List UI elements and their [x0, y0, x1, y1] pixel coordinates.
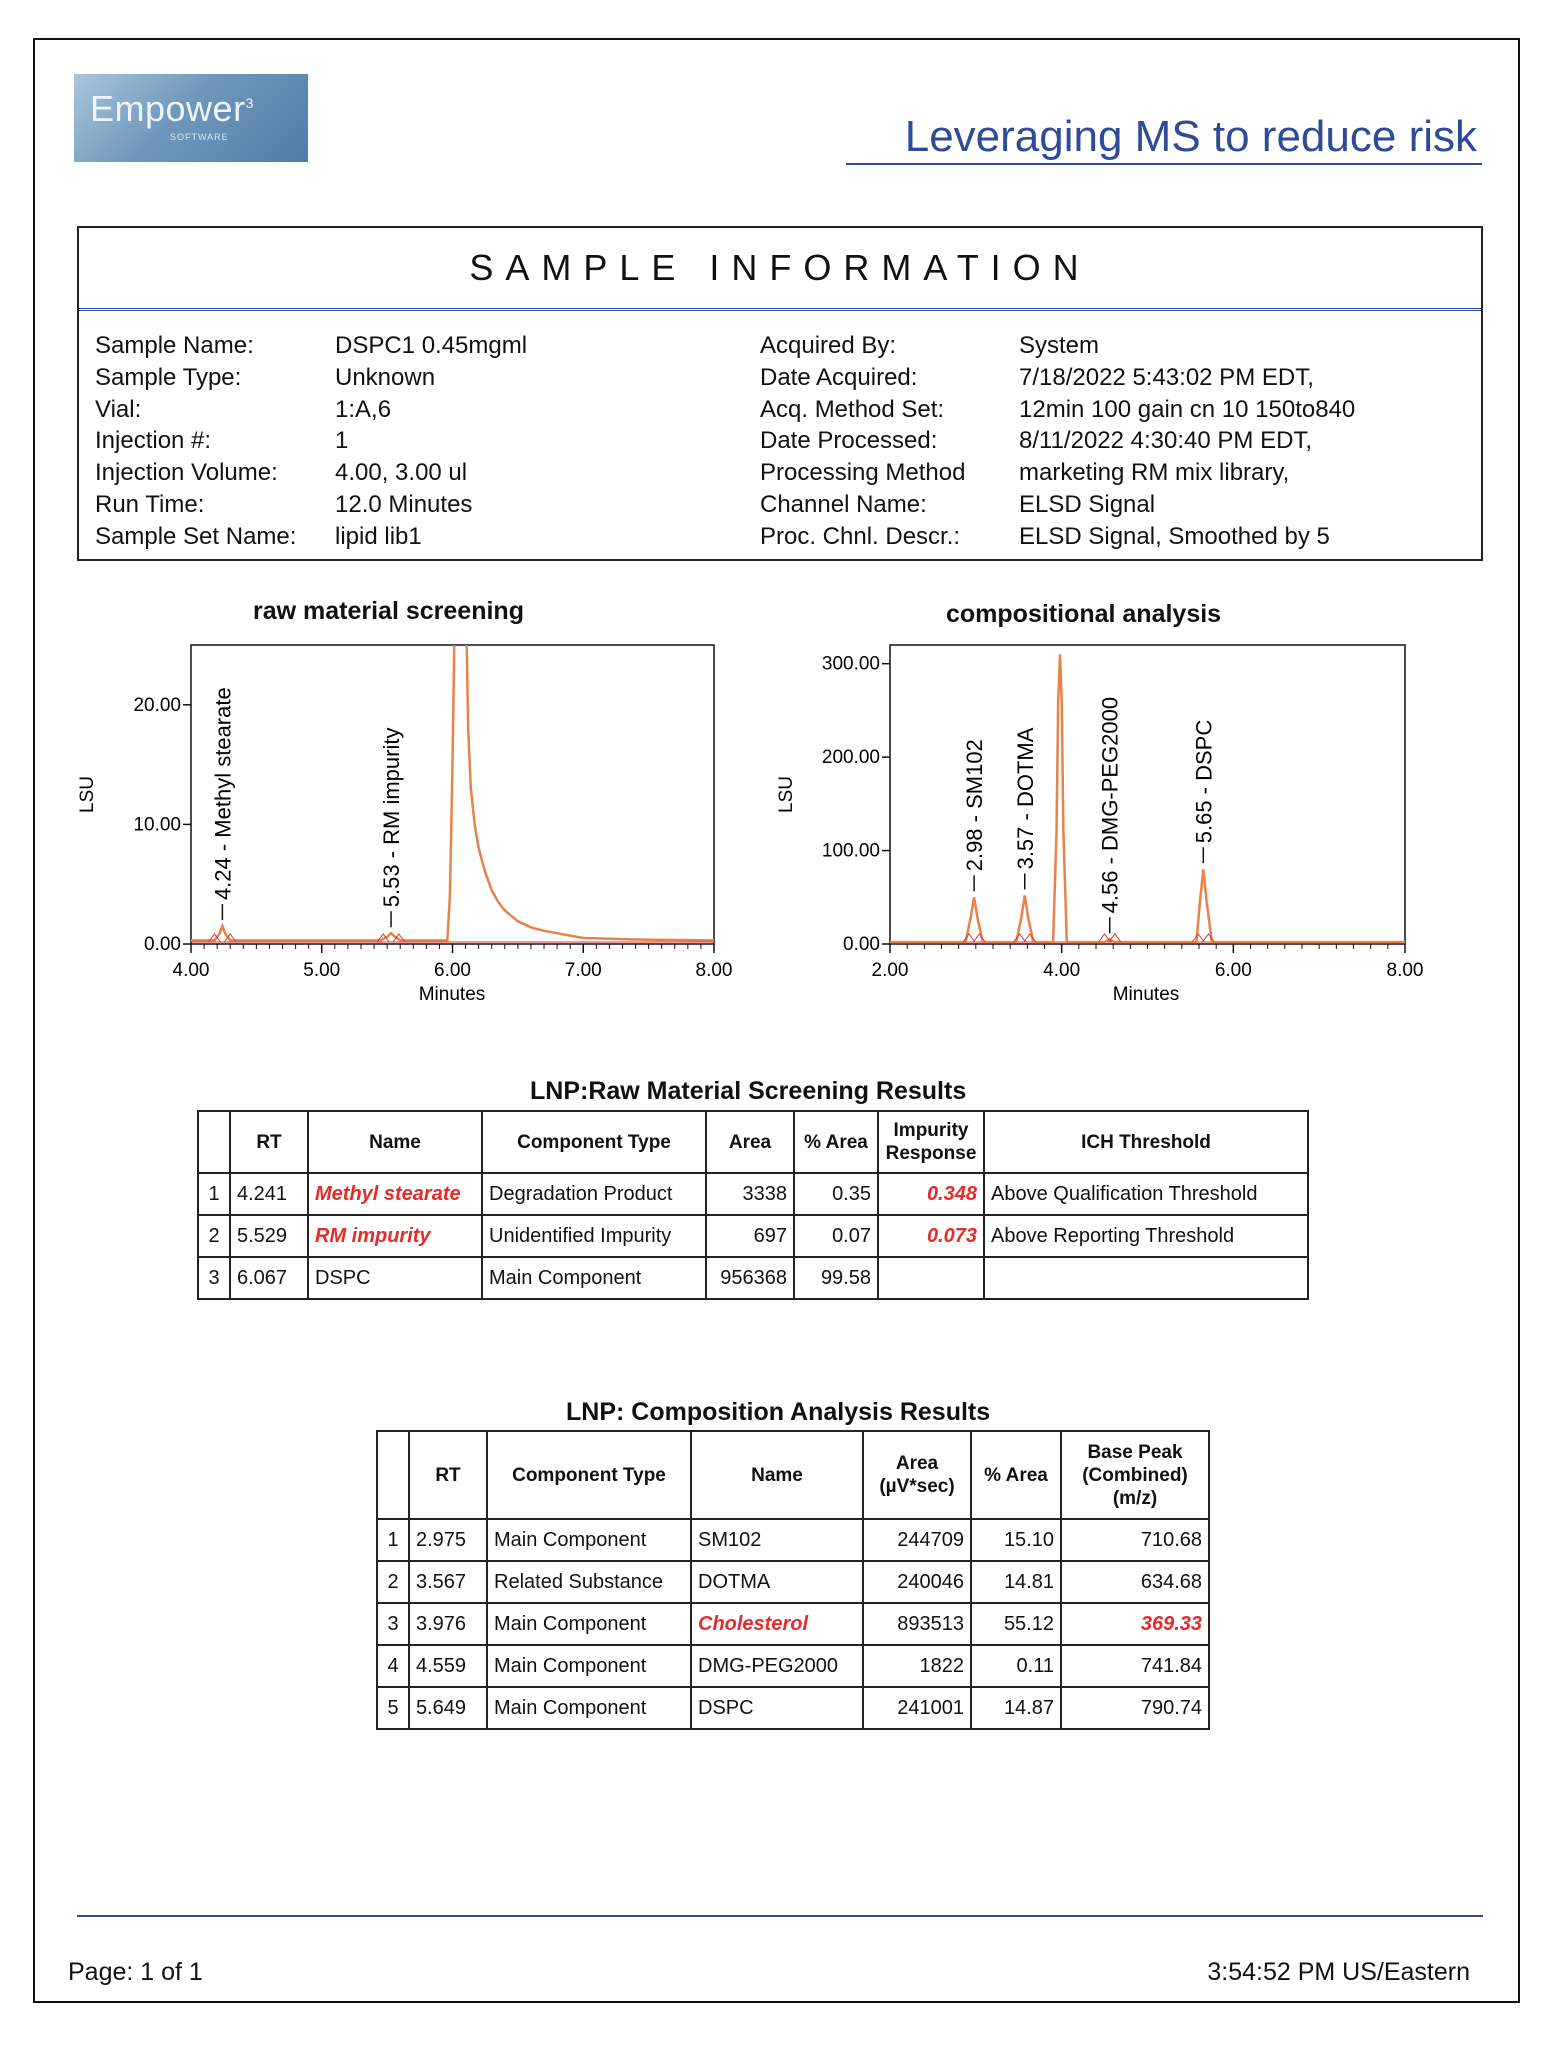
cell-pct: 14.87: [971, 1687, 1061, 1729]
row-index: 2: [377, 1561, 409, 1603]
x-axis-label: Minutes: [1112, 984, 1180, 1005]
info-label: Date Acquired:: [760, 363, 918, 391]
info-label: Processing Method: [760, 459, 966, 487]
info-value: marketing RM mix library,: [1019, 459, 1290, 487]
info-value: System: [1019, 332, 1100, 359]
row-index: 2: [198, 1215, 230, 1257]
cell-rt: 6.067: [230, 1257, 308, 1299]
info-label: Acq. Method Set:: [760, 395, 945, 423]
x-axis-label: Minutes: [418, 984, 486, 1005]
cell-area: 893513: [863, 1603, 971, 1645]
cell-mz: 369.33: [1061, 1603, 1209, 1645]
col-header: [377, 1431, 409, 1519]
cell-ich: Above Qualification Threshold: [984, 1173, 1308, 1215]
row-index: 4: [377, 1645, 409, 1687]
x-tick-label: 5.00: [303, 960, 341, 981]
sample-information-heading: SAMPLE INFORMATION: [79, 228, 1481, 311]
cell-area: 3338: [706, 1173, 794, 1215]
col-header: Name: [308, 1111, 482, 1173]
cell-pct: 0.07: [794, 1215, 878, 1257]
cell-type: Main Component: [487, 1687, 691, 1729]
col-header: RT: [230, 1111, 308, 1173]
cell-rt: 2.975: [409, 1519, 487, 1561]
footer-rule: [77, 1915, 1483, 1917]
raw-material-results-table: [197, 1110, 1309, 1300]
cell-type: Main Component: [487, 1519, 691, 1561]
chart-title-raw: raw material screening: [253, 597, 524, 625]
cell-type: Unidentified Impurity: [482, 1215, 706, 1257]
x-tick-label: 2.00: [871, 960, 909, 981]
cell-name: Cholesterol: [691, 1603, 863, 1645]
peak-label: 5.53 - RM impurity: [379, 727, 405, 908]
info-label: Channel Name:: [760, 490, 927, 518]
info-value: 12.0 Minutes: [335, 490, 473, 518]
cell-name: DMG-PEG2000: [691, 1645, 863, 1687]
cell-area: 697: [706, 1215, 794, 1257]
row-index: 1: [377, 1519, 409, 1561]
cell-type: Main Component: [487, 1603, 691, 1645]
cell-name: Methyl stearate: [308, 1173, 482, 1215]
peak-label: 5.65 - DSPC: [1191, 719, 1217, 844]
col-header: Component Type: [482, 1111, 706, 1173]
cell-rt: 4.559: [409, 1645, 487, 1687]
chromatogram-trace: [191, 406, 714, 941]
raw-table-title: LNP:Raw Material Screening Results: [530, 1077, 967, 1105]
cell-type: Degradation Product: [482, 1173, 706, 1215]
info-label: Proc. Chnl. Descr.:: [760, 522, 961, 550]
composition-results-table: [376, 1430, 1210, 1730]
table-row: [377, 1519, 1209, 1561]
cell-ich: Above Reporting Threshold: [984, 1215, 1308, 1257]
cell-mz: 790.74: [1061, 1687, 1209, 1729]
cell-type: Related Substance: [487, 1561, 691, 1603]
cell-area: 244709: [863, 1519, 971, 1561]
cell-pct: 55.12: [971, 1603, 1061, 1645]
x-tick-label: 4.00: [172, 960, 210, 981]
cell-rt: 4.241: [230, 1173, 308, 1215]
cell-area: 241001: [863, 1687, 971, 1729]
info-value: 8/11/2022 4:30:40 PM EDT,: [1019, 427, 1313, 455]
row-index: 5: [377, 1687, 409, 1729]
y-tick-label: 10.00: [133, 814, 181, 836]
y-tick-label: 20.00: [133, 694, 181, 716]
print-time: 3:54:52 PM US/Eastern: [1207, 1958, 1470, 1986]
info-label: Sample Name:: [95, 332, 254, 359]
y-axis-label: LSU: [776, 776, 797, 813]
table-row: [198, 1173, 1308, 1215]
cell-mz: 634.68: [1061, 1561, 1209, 1603]
peak-label: 2.98 - SM102: [962, 739, 988, 872]
cell-name: SM102: [691, 1519, 863, 1561]
info-value: Unknown: [335, 363, 436, 391]
table-row: [377, 1687, 1209, 1729]
page-number: Page: 1 of 1: [68, 1958, 203, 1986]
composition-table-title: LNP: Composition Analysis Results: [566, 1398, 991, 1426]
cell-name: DOTMA: [691, 1561, 863, 1603]
table-row: [377, 1561, 1209, 1603]
cell-mz: 710.68: [1061, 1519, 1209, 1561]
col-header: Area: [706, 1111, 794, 1173]
info-value: ELSD Signal, Smoothed by 5: [1019, 522, 1330, 550]
cell-name: DSPC: [691, 1687, 863, 1729]
info-value: lipid lib1: [335, 522, 422, 550]
cell-rt: 3.567: [409, 1561, 487, 1603]
cell-rt: 5.649: [409, 1687, 487, 1729]
col-header: Component Type: [487, 1431, 691, 1519]
info-label: Run Time:: [95, 490, 205, 518]
cell-impurity: [878, 1257, 984, 1299]
peak-label: 4.24 - Methyl stearate: [210, 687, 236, 901]
col-header: RT: [409, 1431, 487, 1519]
table-row: [377, 1645, 1209, 1687]
col-header: [198, 1111, 230, 1173]
col-header: % Area: [971, 1431, 1061, 1519]
col-header: Impurity Response: [878, 1111, 984, 1173]
cell-name: DSPC: [308, 1257, 482, 1299]
cell-impurity: 0.348: [878, 1173, 984, 1215]
col-header: ICH Threshold: [984, 1111, 1308, 1173]
table-row: [198, 1257, 1308, 1299]
x-tick-label: 7.00: [564, 960, 602, 981]
col-header: % Area: [794, 1111, 878, 1173]
col-header: Base Peak (Combined) (m/z): [1061, 1431, 1209, 1519]
cell-pct: 15.10: [971, 1519, 1061, 1561]
y-tick-label: 100.00: [821, 840, 880, 862]
y-axis-label: LSU: [77, 776, 98, 813]
table-header-row: [377, 1431, 1209, 1519]
info-value: DSPC1 0.45mgml: [335, 332, 528, 359]
info-label: Injection #:: [95, 427, 212, 455]
cell-pct: 99.58: [794, 1257, 878, 1299]
info-value: 1:A,6: [335, 395, 392, 423]
info-value: 4.00, 3.00 ul: [335, 459, 468, 487]
cell-area: 956368: [706, 1257, 794, 1299]
cell-mz: 741.84: [1061, 1645, 1209, 1687]
info-label: Sample Set Name:: [95, 522, 297, 550]
cell-impurity: 0.073: [878, 1215, 984, 1257]
logo-text: Empower$^3$: [90, 88, 254, 129]
y-tick-label: 0.00: [843, 934, 880, 955]
row-index: 3: [377, 1603, 409, 1645]
chart-title-composition: compositional analysis: [946, 600, 1222, 628]
logo-subtext: SOFTWARE: [170, 132, 229, 142]
y-tick-label: 200.00: [821, 747, 880, 769]
x-tick-label: 4.00: [1043, 960, 1081, 981]
cell-name: RM impurity: [308, 1215, 482, 1257]
x-tick-label: 8.00: [695, 960, 733, 981]
info-value: 12min 100 gain cn 10 150to840: [1019, 395, 1356, 423]
cell-ich: [984, 1257, 1308, 1299]
x-tick-label: 6.00: [434, 960, 471, 981]
table-row: [377, 1603, 1209, 1645]
row-index: 1: [198, 1173, 230, 1215]
info-label: Injection Volume:: [95, 459, 278, 487]
info-label: Sample Type:: [95, 363, 242, 391]
cell-pct: 14.81: [971, 1561, 1061, 1603]
info-value: ELSD Signal: [1019, 490, 1156, 518]
cell-pct: 0.35: [794, 1173, 878, 1215]
info-label: Acquired By:: [760, 332, 897, 359]
x-tick-label: 8.00: [1386, 960, 1424, 981]
cell-type: Main Component: [482, 1257, 706, 1299]
cell-area: 240046: [863, 1561, 971, 1603]
row-index: 3: [198, 1257, 230, 1299]
cell-rt: 3.976: [409, 1603, 487, 1645]
info-label: Vial:: [95, 395, 142, 423]
col-header: Name: [691, 1431, 863, 1519]
info-value: 7/18/2022 5:43:02 PM EDT,: [1019, 363, 1314, 391]
cell-rt: 5.529: [230, 1215, 308, 1257]
table-header-row: [198, 1111, 1308, 1173]
col-header: Area (µV*sec): [863, 1431, 971, 1519]
cell-type: Main Component: [487, 1645, 691, 1687]
y-tick-label: 0.00: [144, 934, 181, 955]
cell-pct: 0.11: [971, 1645, 1061, 1687]
y-tick-label: 300.00: [821, 653, 880, 675]
table-row: [198, 1215, 1308, 1257]
cell-area: 1822: [863, 1645, 971, 1687]
info-label: Date Processed:: [760, 427, 938, 455]
info-value: 1: [335, 427, 349, 455]
peak-label: 4.56 - DMG-PEG2000: [1097, 696, 1123, 914]
x-tick-label: 6.00: [1214, 960, 1252, 981]
report-title: Leveraging MS to reduce risk: [904, 112, 1477, 161]
peak-label: 3.57 - DOTMA: [1012, 727, 1038, 870]
